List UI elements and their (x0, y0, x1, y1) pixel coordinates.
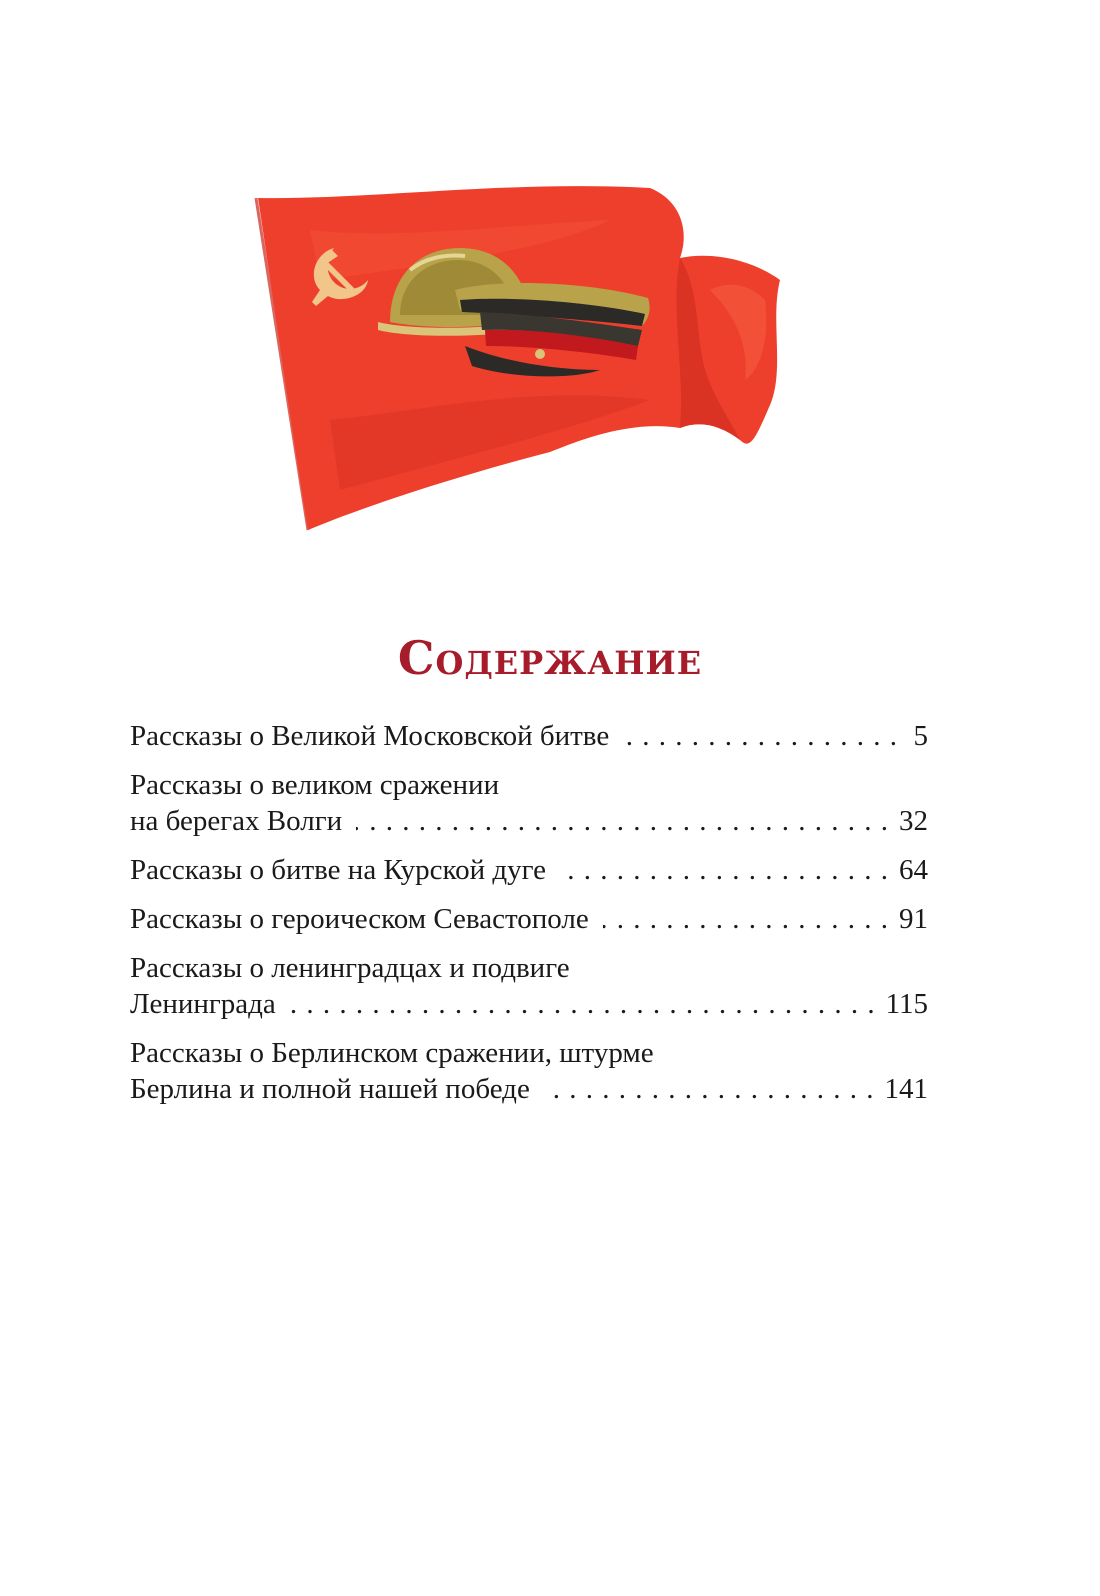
toc-entry[interactable] (130, 852, 928, 888)
toc-entry[interactable] (130, 901, 928, 937)
toc-entry[interactable] (130, 718, 928, 754)
toc-entry-title-line2: на берегах Волги (130, 805, 343, 837)
toc-entry[interactable] (130, 1035, 928, 1107)
toc-page-number: 32 (899, 805, 928, 837)
banner-illustration (250, 170, 810, 540)
toc-row (130, 852, 928, 888)
dot-leader (560, 852, 889, 888)
toc-row (130, 1071, 928, 1107)
table-of-contents (130, 718, 928, 1120)
toc-page-number: 115 (885, 988, 928, 1020)
dot-leader (290, 986, 876, 1022)
toc-entry-title: Рассказы о битве на Курской дуге (130, 854, 546, 886)
toc-entry-title: Рассказы о героическом Севастополе (130, 903, 589, 935)
toc-entry[interactable] (130, 767, 928, 839)
dot-leader (356, 803, 889, 839)
toc-entry-title-line1: Рассказы о великом сражении (130, 769, 500, 801)
toc-page-number: 141 (884, 1073, 928, 1105)
toc-entry-title-line2: Берлина и полной нашей победе (130, 1073, 530, 1105)
toc-entry-title-line2: Ленинграда (130, 988, 276, 1020)
toc-page-number: 64 (899, 854, 928, 886)
toc-entry-title-line1: Рассказы о Берлинском сражении, штурме (130, 1037, 654, 1069)
toc-entry-title-line1: Рассказы о ленинградцах и подвиге (130, 952, 570, 984)
red-banner-icon (250, 170, 810, 540)
toc-page-number: 5 (913, 720, 928, 752)
dot-leader (623, 718, 898, 754)
toc-row (130, 718, 928, 754)
toc-row (130, 803, 928, 839)
toc-entry[interactable] (130, 950, 928, 1022)
page-title: Содержание (397, 631, 703, 685)
toc-entry-title: Рассказы о Великой Московской битве (130, 720, 610, 752)
toc-row (130, 986, 928, 1022)
toc-page-number: 91 (899, 903, 928, 935)
toc-row (130, 901, 928, 937)
dot-leader (603, 901, 889, 937)
dot-leader (544, 1071, 875, 1107)
